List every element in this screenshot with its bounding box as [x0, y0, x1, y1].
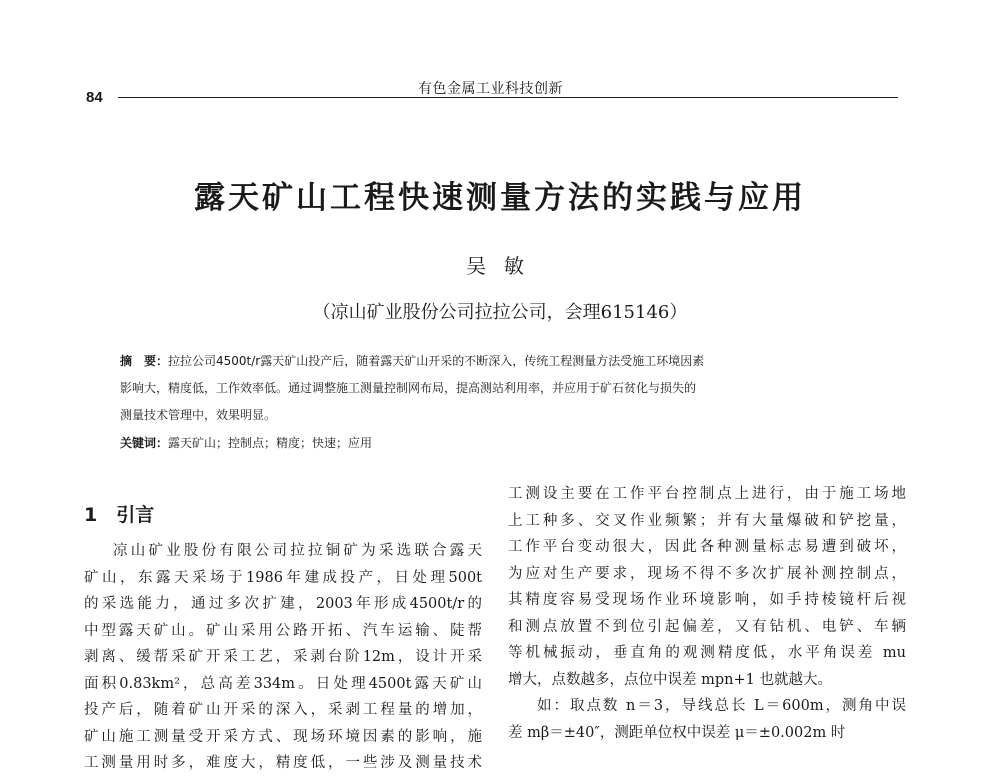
paragraph-line: 等机械振动，垂直角的观测精度低，水平角误差 mu [508, 645, 906, 661]
author-name: 吴敏 [466, 254, 542, 278]
article-title: 露天矿山工程快速测量方法的实践与应用 [194, 180, 806, 216]
abstract-line: 测量技术管理中，效果明显。 [120, 408, 277, 422]
paragraph-line: 矿山施工测量受开采方式、现场环境因素的影响，施 [84, 728, 482, 745]
paragraph-line: 为应对生产要求，现场不得不多次扩展补测控制点， [508, 565, 906, 582]
left-column [84, 538, 482, 777]
paragraph-line: 工作平台变动很大，因此各种测量标志易遭到破坏， [508, 539, 906, 555]
keywords-text: 露天矿山；控制点；精度；快速；应用 [168, 436, 373, 450]
paragraph-line: 差 mβ＝±40″，测距单位权中误差 μ＝±0.002m 时 [508, 724, 846, 741]
paragraph-line: 剥离、缓帮采矿开采工艺，采剥台阶12m，设计开采 [84, 649, 482, 665]
paragraph-line: 增大，点数越多，点位中误差 mpn+1 也就越大。 [508, 671, 832, 688]
paragraph-line: 矿山，东露天采场于1986年建成投产，日处理500t [84, 569, 482, 586]
keywords-line [120, 434, 372, 451]
section-heading: 1 引言 [84, 504, 155, 526]
paragraph-line: 的采选能力，通过多次扩建，2003年形成4500t/r的 [84, 596, 482, 612]
paragraph-line: 工测设主要在工作平台控制点上进行，由于施工场地 [508, 486, 906, 502]
journal-name: 有色金属工业科技创新 [418, 81, 563, 97]
paragraph-line: 其精度容易受现场作业环境影响，如手持棱镜杆后视 [508, 592, 906, 608]
paragraph-line: 上工种多、交叉作业频繁；并有大量爆破和铲挖量， [508, 512, 906, 529]
page-number: 84 [86, 89, 103, 106]
author-affiliation: （凉山矿业股份公司拉拉公司，会理615146） [312, 302, 688, 323]
paragraph-line: 工测量用时多，难度大，精度低，一些涉及测量技术 [84, 755, 482, 771]
abstract-line: 影响大，精度低，工作效率低。通过调整施工测量控制网布局，提高测站利用率，并应用于矿石贫化与损失的 [120, 381, 697, 395]
paragraph-line: 面积0.83km²，总高差334m。日处理4500t露天矿山 [84, 675, 482, 692]
right-column [508, 481, 906, 746]
keywords-label: 关键词： [120, 436, 169, 450]
abstract-line [120, 352, 704, 369]
abstract-label: 摘 要： [120, 354, 169, 368]
abstract-text: 拉拉公司4500t/r露天矿山投产后，随着露天矿山开采的不断深入，传统工程测量方法受施工环境因素 [168, 354, 705, 368]
paragraph-line: 投产后，随着矿山开采的深入，采剥工程量的增加， [84, 702, 482, 718]
header-rule [118, 97, 898, 98]
paragraph-line: 凉山矿业股份有限公司拉拉铜矿为采选联合露天 [113, 543, 482, 559]
paragraph-line: 和测点放置不到位引起偏差，又有钻机、电铲、车辆 [508, 618, 906, 635]
paragraph-line: 中型露天矿山。矿山采用公路开拓、汽车运输、陡帮 [84, 622, 482, 639]
paragraph-line: 如：取点数 n＝3，导线总长 L＝600m，测角中误 [537, 698, 906, 714]
